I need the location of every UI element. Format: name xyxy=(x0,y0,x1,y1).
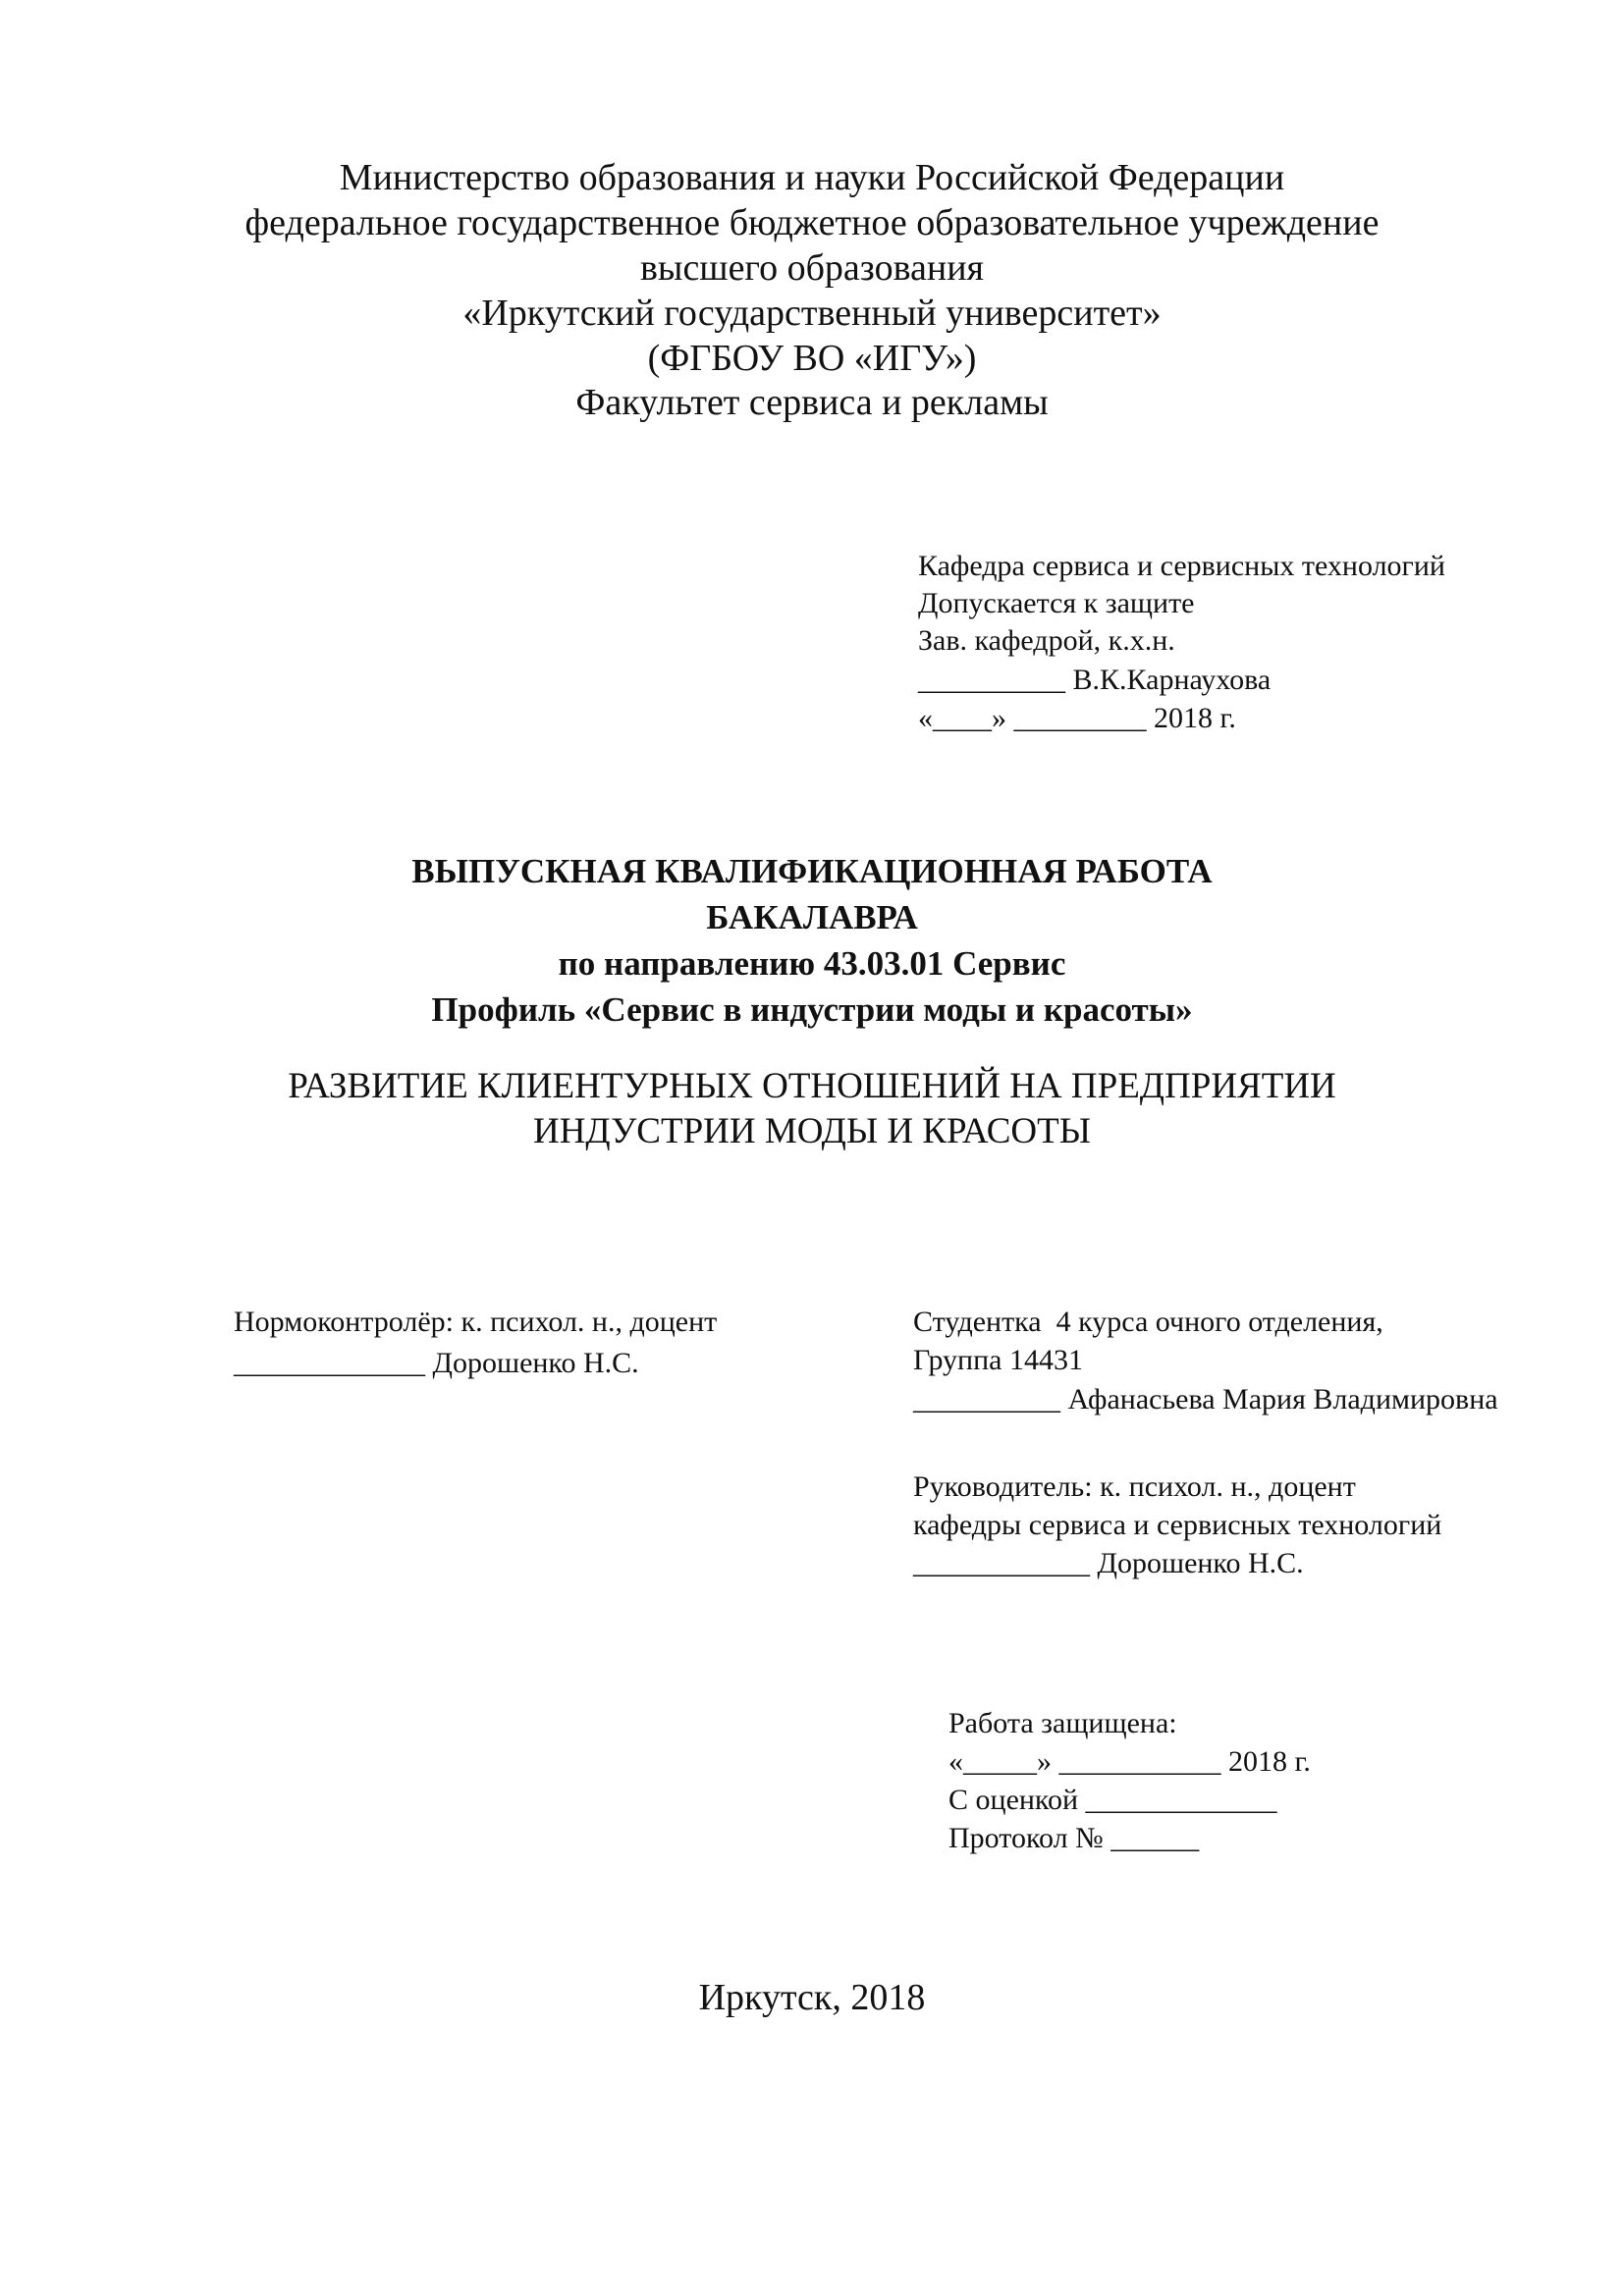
header-line-university-abbr: (ФГБОУ ВО «ИГУ») xyxy=(647,338,977,379)
normcontrol-title: Нормоконтролёр: к. психол. н., доцент xyxy=(234,1306,718,1338)
normcontrol-signature: _____________ Дорошенко Н.С. xyxy=(234,1347,639,1379)
header-line-ministry: Министерство образования и науки Российской Федерации xyxy=(339,157,1285,198)
header-line-education-level: высшего образования xyxy=(639,247,985,289)
defense-status: Работа защищена: xyxy=(948,1707,1177,1739)
approval-head-signature: __________ В.К.Карнаухова xyxy=(918,664,1272,696)
thesis-degree-line: БАКАЛАВРА xyxy=(706,898,918,936)
thesis-type-line: ВЫПУСКНАЯ КВАЛИФИКАЦИОННАЯ РАБОТА xyxy=(411,852,1213,890)
city-year: Иркутск, 2018 xyxy=(698,1977,926,2018)
approval-department: Кафедра сервиса и сервисных технологий xyxy=(918,550,1445,582)
header-line-faculty: Факультет сервиса и рекламы xyxy=(575,382,1049,423)
header-line-institution-type: федеральное государственное бюджетное образовательное учреждение xyxy=(244,202,1380,243)
header-line-university-name: «Иркутский государственный университет» xyxy=(462,293,1162,334)
student-course: Студентка 4 курса очного отделения, xyxy=(913,1306,1383,1338)
supervisor-title: Руководитель: к. психол. н., доцент xyxy=(913,1470,1356,1503)
approval-admitted: Допускается к защите xyxy=(918,587,1195,619)
approval-date: «____» _________ 2018 г. xyxy=(918,702,1236,734)
thesis-profile-line: Профиль «Сервис в индустрии моды и красоты» xyxy=(431,990,1193,1029)
supervisor-department: кафедры сервиса и сервисных технологий xyxy=(913,1509,1442,1541)
defense-protocol: Протокол № ______ xyxy=(948,1822,1200,1854)
approval-head-title: Зав. кафедрой, к.х.н. xyxy=(918,624,1175,657)
supervisor-signature: ____________ Дорошенко Н.С. xyxy=(913,1547,1304,1579)
thesis-direction-line: по направлению 43.03.01 Сервис xyxy=(558,944,1066,983)
student-group: Группа 14431 xyxy=(913,1344,1083,1376)
defense-date: «_____» ___________ 2018 г. xyxy=(948,1745,1311,1778)
topic-line-2: ИНДУСТРИИ МОДЫ И КРАСОТЫ xyxy=(532,1111,1092,1151)
student-signature: __________ Афанасьева Мария Владимировна xyxy=(913,1383,1498,1415)
topic-line-1: РАЗВИТИЕ КЛИЕНТУРНЫХ ОТНОШЕНИЙ НА ПРЕДПРИЯТИИ xyxy=(288,1066,1336,1106)
defense-grade: С оценкой _____________ xyxy=(948,1784,1277,1816)
